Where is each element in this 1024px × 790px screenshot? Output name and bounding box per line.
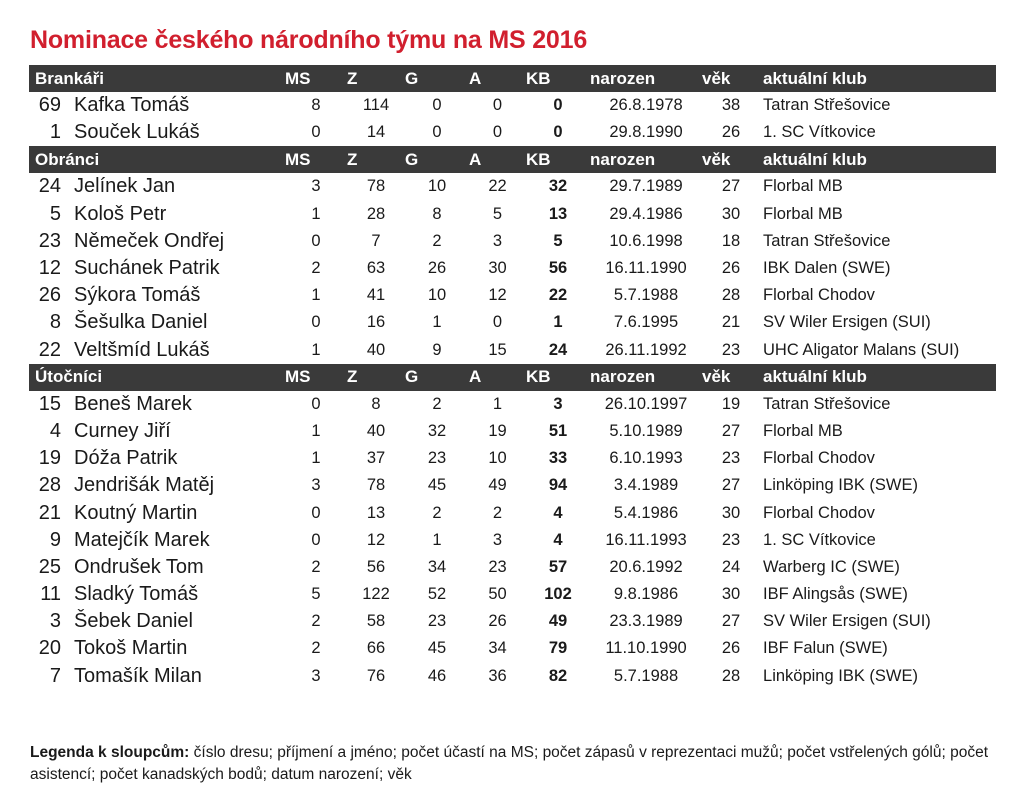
jersey-number: 4: [49, 419, 61, 442]
player-row: [29, 391, 996, 418]
legend-label: Legenda k sloupcům:: [30, 744, 190, 761]
column-header-born: narozen: [590, 364, 702, 391]
player-kb: 57: [548, 557, 568, 576]
player-name: Matejčík Marek: [74, 528, 210, 551]
jersey-number: 5: [49, 202, 61, 225]
player-row: [29, 337, 996, 364]
player-club: Tatran Střešovice: [763, 231, 891, 250]
player-a: 2: [492, 503, 503, 522]
player-age: 27: [721, 612, 741, 631]
player-a: 30: [488, 259, 507, 278]
player-name: Koutný Martin: [74, 501, 198, 524]
column-header-age: věk: [702, 65, 760, 92]
player-g: 45: [427, 639, 447, 658]
player-z: 41: [366, 286, 386, 305]
player-born: 5.7.1988: [613, 666, 679, 685]
player-born: 29.7.1989: [609, 177, 683, 196]
player-kb: 13: [548, 204, 568, 223]
player-a: 50: [488, 585, 507, 604]
player-ms: 1: [311, 340, 321, 359]
page-title: Nominace českého národního týmu na MS 2016: [30, 26, 588, 54]
column-header-ms: MS: [285, 364, 347, 391]
player-club: UHC Aligator Malans (SUI): [763, 340, 960, 359]
section-header-row: [29, 146, 996, 173]
player-a: 3: [492, 530, 503, 549]
player-row: [29, 282, 996, 309]
player-club: Florbal MB: [763, 177, 843, 196]
player-ms: 1: [311, 286, 321, 305]
player-ms: 2: [311, 639, 321, 658]
player-a: 1: [492, 394, 503, 413]
player-a: 26: [488, 612, 507, 631]
player-row: [29, 255, 996, 282]
player-age: 27: [721, 476, 741, 495]
player-g: 2: [432, 503, 442, 522]
player-born: 3.4.1989: [613, 476, 679, 495]
player-name: Jelínek Jan: [74, 175, 176, 198]
player-born: 20.6.1992: [609, 557, 683, 576]
player-a: 49: [488, 476, 507, 495]
player-age: 21: [721, 313, 741, 332]
player-kb: 33: [548, 449, 568, 468]
player-a: 0: [492, 123, 503, 142]
player-z: 40: [366, 421, 386, 440]
jersey-number: 26: [38, 284, 61, 307]
player-z: 56: [366, 557, 386, 576]
jersey-number: 7: [49, 664, 61, 687]
player-ms: 2: [311, 612, 321, 631]
player-name: Kafka Tomáš: [74, 94, 190, 117]
player-born: 9.8.1986: [613, 585, 679, 604]
player-kb: 22: [548, 286, 568, 305]
player-g: 45: [427, 476, 447, 495]
jersey-number: 19: [38, 447, 61, 470]
player-z: 114: [362, 96, 390, 115]
player-born: 16.11.1993: [605, 530, 687, 549]
player-age: 26: [721, 639, 741, 658]
player-born: 5.7.1988: [613, 286, 679, 305]
player-club: Linköping IBK (SWE): [763, 666, 918, 685]
player-row: [29, 472, 996, 499]
player-ms: 8: [311, 96, 321, 115]
column-header-a: A: [469, 146, 526, 173]
player-z: 76: [366, 666, 386, 685]
jersey-number: 3: [49, 610, 61, 633]
player-ms: 0: [311, 231, 321, 250]
player-born: 29.8.1990: [609, 123, 683, 142]
player-row: [29, 119, 996, 146]
column-header-born: narozen: [590, 65, 702, 92]
player-z: 40: [366, 340, 386, 359]
player-g: 9: [432, 340, 442, 359]
player-a: 22: [488, 177, 507, 196]
player-z: 122: [362, 585, 390, 604]
player-a: 3: [492, 231, 503, 250]
player-name: Dóža Patrik: [74, 447, 178, 470]
player-a: 19: [488, 421, 507, 440]
jersey-number: 12: [38, 257, 61, 280]
player-kb: 0: [553, 123, 563, 142]
player-born: 6.10.1993: [609, 449, 683, 468]
player-row: [29, 608, 996, 635]
column-header-z: Z: [347, 146, 405, 173]
player-club: IBF Falun (SWE): [763, 639, 888, 658]
player-kb: 24: [548, 340, 568, 359]
player-a: 36: [488, 666, 507, 685]
roster-body: [29, 65, 996, 690]
player-z: 14: [366, 123, 386, 142]
player-g: 34: [427, 557, 447, 576]
player-age: 30: [721, 585, 741, 604]
player-a: 5: [492, 204, 503, 223]
jersey-number: 11: [40, 583, 61, 606]
player-club: Florbal MB: [763, 204, 843, 223]
player-z: 8: [371, 394, 381, 413]
player-g: 26: [427, 259, 447, 278]
player-row: [29, 92, 996, 119]
section-header-row: [29, 65, 996, 92]
player-age: 19: [721, 394, 741, 413]
player-row: [29, 445, 996, 472]
player-z: 78: [366, 476, 386, 495]
player-name: Šebek Daniel: [74, 610, 193, 633]
player-g: 2: [432, 231, 442, 250]
player-z: 37: [366, 449, 386, 468]
player-ms: 2: [311, 557, 321, 576]
player-row: [29, 554, 996, 581]
player-row: [29, 635, 996, 662]
player-ms: 5: [311, 585, 321, 604]
jersey-number: 69: [38, 94, 61, 117]
player-name: Jendrišák Matěj: [74, 474, 215, 497]
player-g: 32: [427, 421, 447, 440]
player-a: 0: [492, 313, 503, 332]
player-z: 7: [371, 231, 381, 250]
player-row: [29, 418, 996, 445]
player-kb: 5: [553, 231, 563, 250]
column-header-kb: KB: [526, 65, 590, 92]
player-age: 30: [721, 503, 741, 522]
column-header-g: G: [405, 364, 469, 391]
player-name: Suchánek Patrik: [74, 257, 220, 280]
player-club: SV Wiler Ersigen (SUI): [763, 612, 931, 631]
player-kb: 4: [553, 530, 563, 549]
player-z: 28: [366, 204, 386, 223]
player-club: Linköping IBK (SWE): [763, 476, 918, 495]
jersey-number: 9: [49, 528, 61, 551]
column-header-born: narozen: [590, 146, 702, 173]
player-club: Florbal MB: [763, 421, 843, 440]
jersey-number: 22: [38, 338, 61, 361]
player-age: 24: [721, 557, 741, 576]
section-title: Obránci: [29, 146, 285, 173]
player-kb: 1: [553, 313, 563, 332]
column-header-age: věk: [702, 146, 760, 173]
jersey-number: 8: [49, 311, 61, 334]
jersey-number: 28: [38, 474, 61, 497]
player-age: 26: [721, 259, 741, 278]
player-ms: 2: [311, 259, 321, 278]
player-club: Florbal Chodov: [763, 286, 875, 305]
column-header-age: věk: [702, 364, 760, 391]
column-header-ms: MS: [285, 146, 347, 173]
player-row: [29, 527, 996, 554]
player-name: Curney Jiří: [74, 419, 171, 442]
player-age: 23: [721, 340, 741, 359]
player-age: 27: [721, 177, 741, 196]
player-kb: 32: [548, 177, 568, 196]
player-born: 10.6.1998: [609, 231, 683, 250]
column-header-kb: KB: [526, 364, 590, 391]
player-row: [29, 499, 996, 526]
player-g: 52: [427, 585, 447, 604]
player-kb: 94: [548, 476, 568, 495]
player-age: 28: [721, 666, 741, 685]
column-header-kb: KB: [526, 146, 590, 173]
player-born: 26.8.1978: [609, 96, 683, 115]
player-club: SV Wiler Ersigen (SUI): [763, 313, 931, 332]
player-kb: 102: [544, 585, 572, 604]
player-name: Šešulka Daniel: [74, 311, 208, 334]
player-g: 1: [432, 313, 442, 332]
jersey-number: 25: [38, 555, 61, 578]
player-z: 16: [366, 313, 386, 332]
player-club: 1. SC Vítkovice: [763, 123, 876, 142]
jersey-number: 23: [38, 229, 61, 252]
player-name: Ondrušek Tom: [74, 555, 204, 578]
player-g: 8: [432, 204, 442, 223]
player-born: 5.4.1986: [613, 503, 679, 522]
player-born: 23.3.1989: [609, 612, 683, 631]
player-club: Tatran Střešovice: [763, 96, 891, 115]
player-club: Tatran Střešovice: [763, 394, 891, 413]
column-header-club: aktuální klub: [760, 146, 996, 173]
player-ms: 0: [311, 530, 321, 549]
player-z: 58: [366, 612, 386, 631]
jersey-number: 20: [38, 637, 61, 660]
player-g: 1: [432, 530, 442, 549]
player-age: 28: [721, 286, 741, 305]
player-a: 34: [488, 639, 507, 658]
player-ms: 3: [311, 177, 321, 196]
player-ms: 1: [311, 204, 321, 223]
player-age: 38: [721, 96, 741, 115]
player-ms: 1: [311, 449, 321, 468]
jersey-number: 21: [38, 501, 61, 524]
player-a: 15: [488, 340, 507, 359]
player-age: 18: [721, 231, 741, 250]
player-name: Tokoš Martin: [74, 637, 188, 660]
player-name: Souček Lukáš: [74, 121, 200, 144]
player-row: [29, 228, 996, 255]
roster-table: [29, 65, 996, 690]
player-g: 2: [432, 394, 442, 413]
player-g: 10: [427, 286, 447, 305]
column-header-g: G: [405, 65, 469, 92]
player-name: Kološ Petr: [74, 202, 167, 225]
player-row: [29, 663, 996, 690]
player-club: Florbal Chodov: [763, 449, 875, 468]
player-age: 27: [721, 421, 741, 440]
player-born: 26.10.1997: [604, 394, 688, 413]
player-g: 10: [427, 177, 447, 196]
player-name: Tomašík Milan: [74, 664, 202, 687]
player-g: 23: [427, 612, 447, 631]
legend: [30, 742, 1005, 786]
player-z: 78: [366, 177, 386, 196]
player-a: 12: [488, 286, 507, 305]
player-born: 11.10.1990: [605, 639, 687, 658]
player-age: 23: [721, 530, 741, 549]
player-ms: 0: [311, 123, 321, 142]
player-club: IBK Dalen (SWE): [763, 259, 891, 278]
player-club: 1. SC Vítkovice: [763, 530, 876, 549]
legend-text: číslo dresu; příjmení a jméno; počet účastí na MS; počet zápasů v reprezentaci mužů; počet vstřelených gólů; počet asistencí; počet kanadských bodů; datum narození; věk: [30, 744, 989, 783]
player-z: 13: [366, 503, 386, 522]
player-ms: 0: [311, 313, 321, 332]
player-kb: 79: [548, 639, 568, 658]
player-a: 10: [488, 449, 507, 468]
column-header-a: A: [469, 65, 526, 92]
column-header-club: aktuální klub: [760, 65, 996, 92]
player-row: [29, 201, 996, 228]
column-header-z: Z: [347, 65, 405, 92]
player-born: 5.10.1989: [609, 421, 683, 440]
section-header-row: [29, 364, 996, 391]
player-a: 0: [492, 96, 503, 115]
player-g: 23: [427, 449, 447, 468]
player-born: 29.4.1986: [609, 204, 683, 223]
player-born: 16.11.1990: [605, 259, 687, 278]
player-kb: 49: [548, 612, 568, 631]
player-born: 26.11.1992: [605, 340, 687, 359]
player-row: [29, 173, 996, 200]
player-kb: 4: [553, 503, 563, 522]
column-header-a: A: [469, 364, 526, 391]
player-g: 0: [432, 96, 442, 115]
player-club: Warberg IC (SWE): [763, 557, 900, 576]
player-age: 23: [721, 449, 741, 468]
column-header-g: G: [405, 146, 469, 173]
section-title: Brankáři: [29, 65, 285, 92]
player-name: Sýkora Tomáš: [74, 284, 201, 307]
player-kb: 56: [548, 259, 568, 278]
player-club: Florbal Chodov: [763, 503, 875, 522]
column-header-z: Z: [347, 364, 405, 391]
player-z: 63: [366, 259, 386, 278]
player-ms: 3: [311, 666, 321, 685]
section-title: Útočníci: [29, 364, 285, 391]
jersey-number: 15: [38, 392, 61, 415]
player-kb: 0: [553, 96, 563, 115]
player-g: 46: [427, 666, 447, 685]
player-born: 7.6.1995: [613, 313, 679, 332]
player-z: 66: [366, 639, 386, 658]
player-age: 30: [721, 204, 741, 223]
player-kb: 51: [548, 421, 568, 440]
player-g: 0: [432, 123, 442, 142]
player-name: Veltšmíd Lukáš: [74, 338, 210, 361]
player-name: Němeček Ondřej: [74, 229, 225, 252]
jersey-number: 24: [38, 175, 61, 198]
jersey-number: 1: [49, 121, 61, 144]
player-ms: 1: [311, 421, 321, 440]
player-row: [29, 581, 996, 608]
player-a: 23: [488, 557, 507, 576]
player-row: [29, 309, 996, 336]
player-z: 12: [366, 530, 386, 549]
player-kb: 3: [553, 394, 563, 413]
player-club: IBF Alingsås (SWE): [763, 585, 908, 604]
player-age: 26: [721, 123, 741, 142]
player-kb: 82: [548, 666, 568, 685]
player-ms: 3: [311, 476, 321, 495]
column-header-club: aktuální klub: [760, 364, 996, 391]
player-ms: 0: [311, 394, 321, 413]
column-header-ms: MS: [285, 65, 347, 92]
player-name: Beneš Marek: [74, 392, 192, 415]
player-ms: 0: [311, 503, 321, 522]
player-name: Sladký Tomáš: [74, 583, 199, 606]
